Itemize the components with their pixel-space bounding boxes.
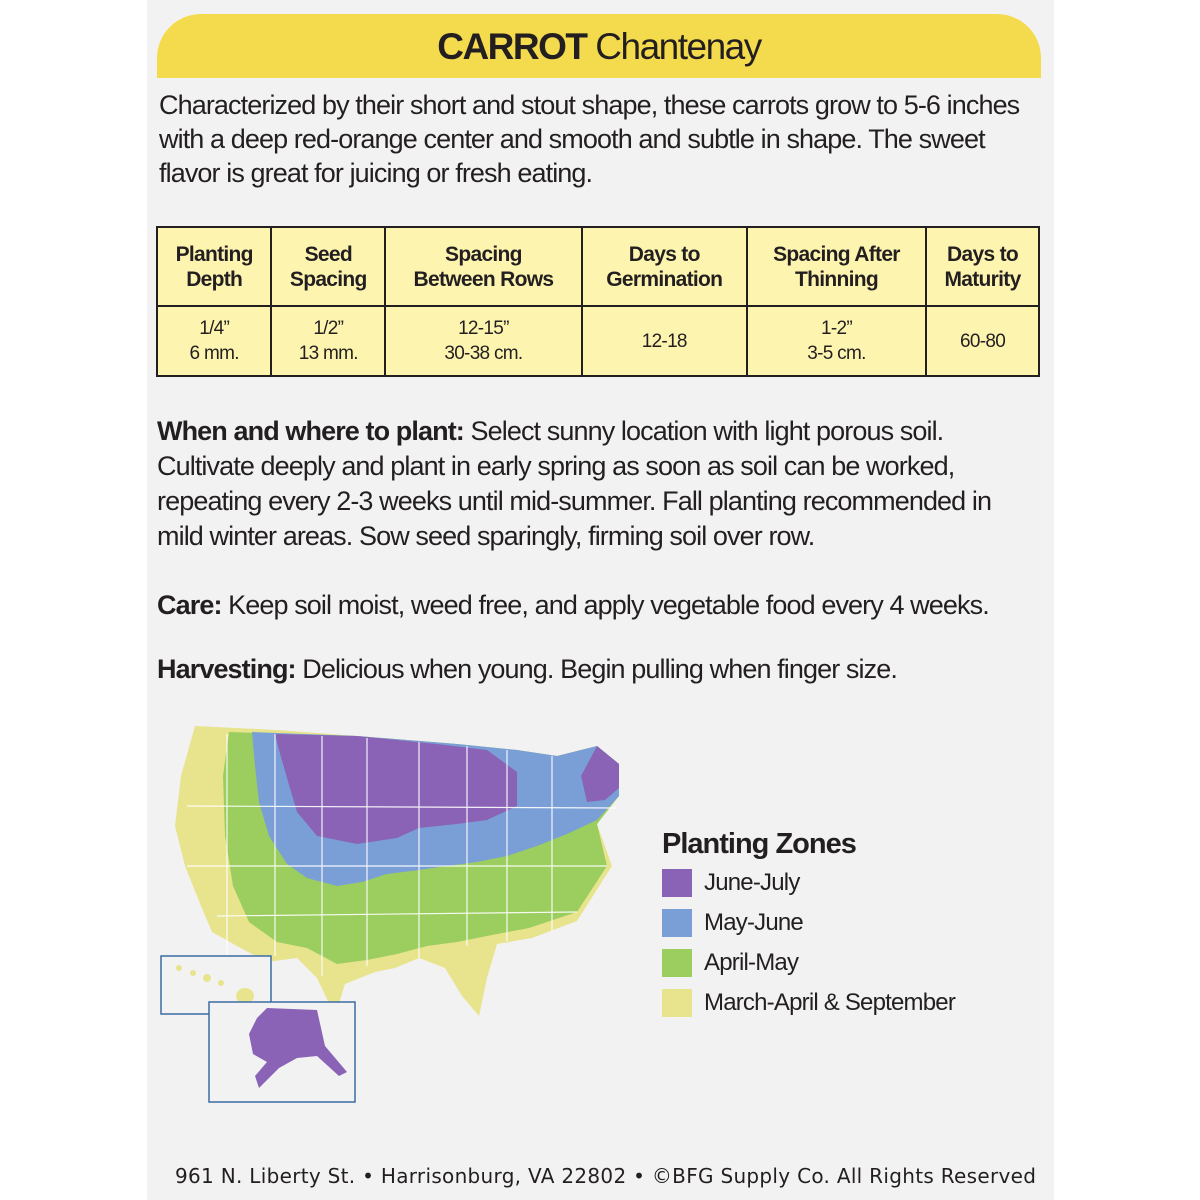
legend-item-june-july [662,863,992,903]
harvesting-text: Delicious when young. Begin pulling when finger size. [295,654,897,684]
legend-item-april-may [662,943,992,983]
value-row-spacing: 12-15” 30-38 cm. [385,306,581,376]
harvesting-label: Harvesting: [157,654,296,684]
legend-label: April-May [704,949,799,976]
care-label: Care: [157,590,222,620]
legend-item-may-june [662,903,992,943]
value-germination: 12-18 [582,306,747,376]
legend-swatch [662,909,692,937]
variety-name: Chantenay [595,26,761,67]
planting-zones-legend [662,825,992,1023]
value-planting-depth: 1/4” 6 mm. [157,306,271,376]
header-row-spacing: Spacing Between Rows [385,227,581,306]
value-seed-spacing: 1/2” 13 mm. [271,306,385,376]
seed-packet-back [147,0,1054,1200]
value-thinning: 1-2” 3-5 cm. [747,306,926,376]
table-header-row [157,227,1039,306]
legend-swatch [662,869,692,897]
header-seed-spacing: Seed Spacing [271,227,385,306]
header-germination: Days to Germination [582,227,747,306]
when-where-text: Select sunny location with light porous soil. Cultivate deeply and plant in early spring as soon as soil can be worked, repeating every 2-3 weeks until mid-summer. Fall planting recommended in mild winter areas. Sow seed sparingly, firming soil over row. [157,416,992,551]
when-where-section [157,414,1041,554]
legend-label: May-June [704,909,803,936]
legend-label: June-July [704,869,800,896]
title-banner [157,14,1041,78]
value-maturity: 60-80 [926,306,1039,376]
product-name: CARROT [437,26,587,67]
growing-info-table [156,226,1040,377]
product-description: Characterized by their short and stout shape, these carrots grow to 5-6 inches with a deep red-orange center and smooth and subtle in shape. The sweet flavor is great for juicing or fresh eating. [159,90,1020,188]
header-thinning: Spacing After Thinning [747,227,926,306]
company-footer: 961 N. Liberty St. • Harrisonburg, VA 22802 • ©BFG Supply Co. All Rights Reserved [175,1164,1037,1188]
us-planting-zone-map [157,716,657,1106]
legend-title: Planting Zones [662,828,856,860]
care-text: Keep soil moist, weed free, and apply vegetable food every 4 weeks. [221,590,989,620]
table-value-row [157,306,1039,376]
legend-swatch [662,949,692,977]
legend-swatch [662,989,692,1017]
legend-label: March-April & September [704,989,956,1016]
care-section [157,588,1041,623]
legend-item-march-april-september [662,983,992,1023]
when-where-label: When and where to plant: [157,416,464,446]
harvesting-section [157,652,1041,687]
header-planting-depth: Planting Depth [157,227,271,306]
header-maturity: Days to Maturity [926,227,1039,306]
